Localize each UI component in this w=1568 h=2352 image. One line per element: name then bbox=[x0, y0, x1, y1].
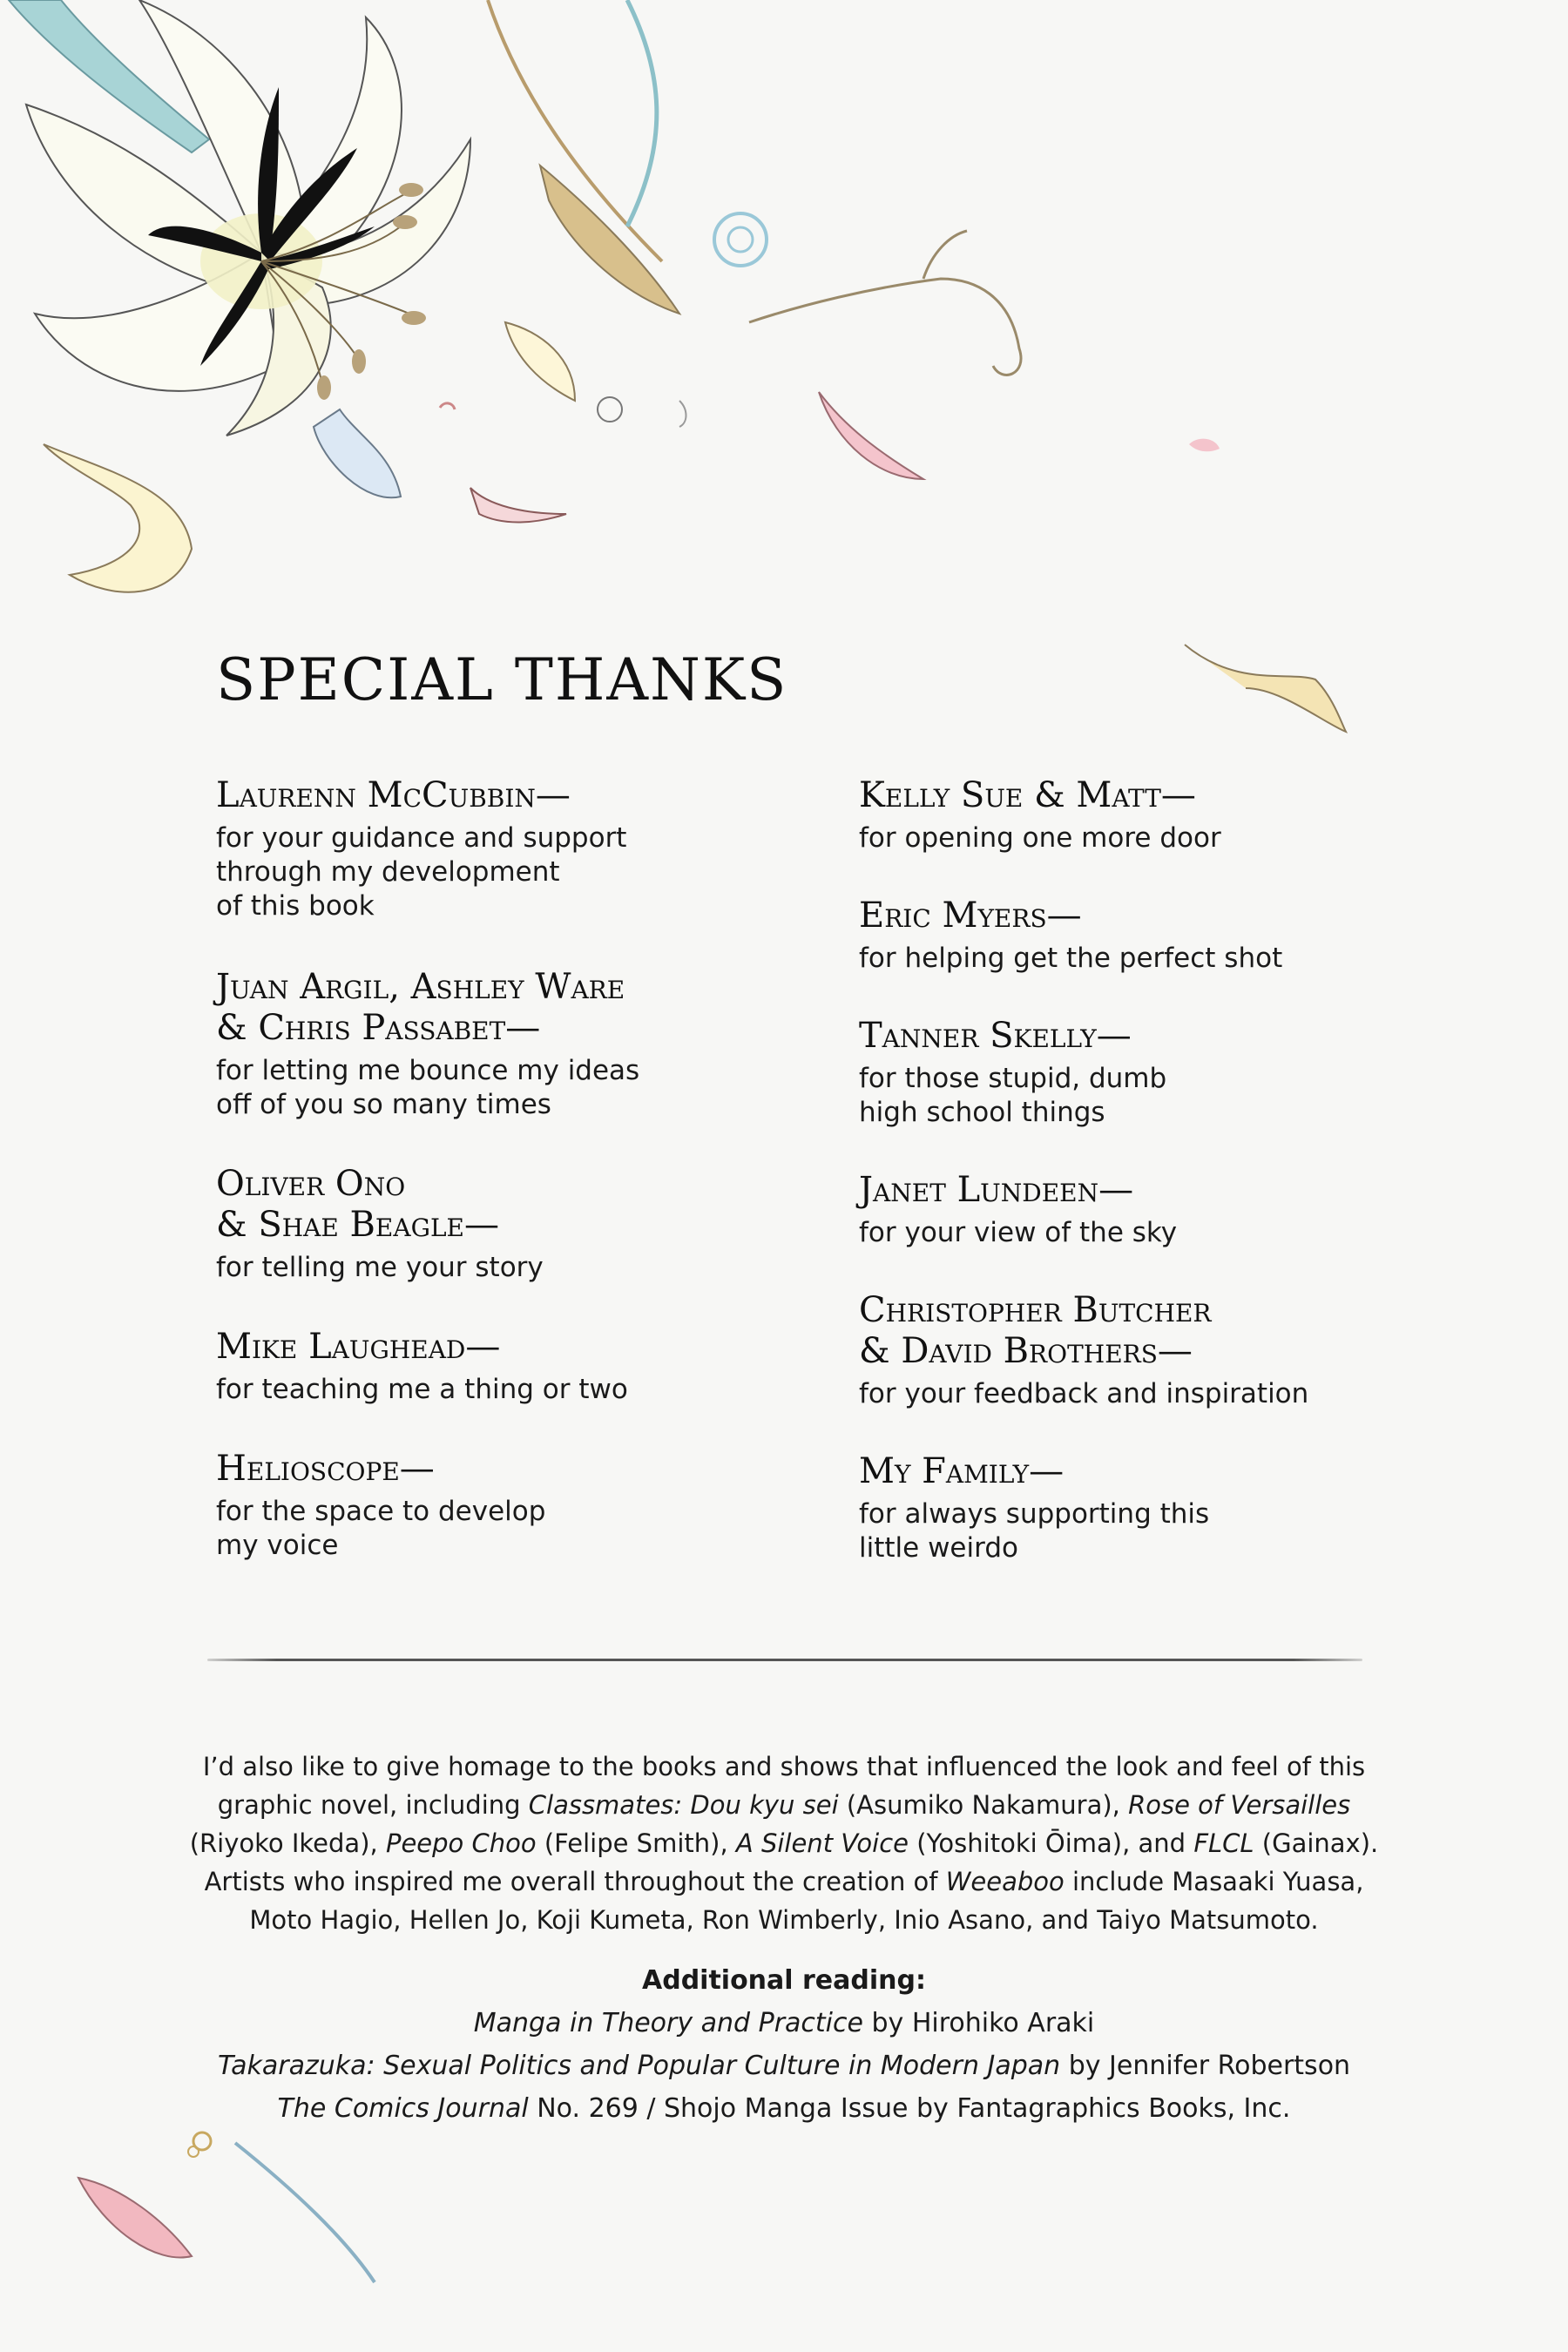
thanks-description: for the space to develop my voice bbox=[216, 1496, 546, 1561]
thanks-description: for your view of the sky bbox=[859, 1217, 1178, 1248]
reading-title: The Comics Journal bbox=[277, 2093, 529, 2124]
reading-item bbox=[131, 2044, 1437, 2087]
thanks-column-right bbox=[859, 775, 1416, 1565]
homage-text: (Yoshitoki Ōima), and bbox=[909, 1828, 1194, 1858]
work-title: Weeaboo bbox=[945, 1867, 1064, 1896]
work-title: Classmates: Dou kyu sei bbox=[528, 1790, 839, 1820]
thanks-name: Kelly Sue & Matt— bbox=[859, 775, 1196, 815]
thanks-name: Helioscope— bbox=[216, 1449, 435, 1489]
reading-title: Manga in Theory and Practice bbox=[473, 2008, 863, 2038]
thanks-name: Oliver Ono & Shae Beagle— bbox=[216, 1164, 499, 1245]
thanks-name: Laurenn McCubbin— bbox=[216, 775, 571, 815]
thanks-entry bbox=[859, 1451, 1416, 1565]
work-title: Rose of Versailles bbox=[1128, 1790, 1351, 1820]
homage-paragraph bbox=[174, 1747, 1394, 1939]
thanks-entry bbox=[859, 896, 1416, 976]
work-title: Peepo Choo bbox=[385, 1828, 537, 1858]
reading-item bbox=[131, 2002, 1437, 2044]
thanks-name: Janet Lundeen— bbox=[859, 1170, 1134, 1210]
thanks-entry bbox=[216, 1164, 774, 1285]
thanks-name: Juan Argil, Ashley Ware & Chris Passabet— bbox=[216, 967, 625, 1048]
reading-title: Takarazuka: Sexual Politics and Popular Culture in Modern Japan bbox=[217, 2051, 1061, 2081]
thanks-description: for your feedback and inspiration bbox=[859, 1378, 1309, 1409]
reading-item bbox=[131, 2087, 1437, 2130]
work-title: FLCL bbox=[1193, 1828, 1254, 1858]
thanks-name: Eric Myers— bbox=[859, 896, 1082, 936]
homage-text: (Gainax). Artists who inspired me overall throughout the creation of bbox=[204, 1828, 1379, 1896]
additional-reading bbox=[131, 1959, 1437, 2130]
thanks-description: for opening one more door bbox=[859, 822, 1221, 854]
section-divider bbox=[207, 1659, 1362, 1661]
reading-author: No. 269 / Shojo Manga Issue by Fantagraphics Books, Inc. bbox=[528, 2093, 1291, 2124]
thanks-description: for helping get the perfect shot bbox=[859, 943, 1283, 974]
thanks-name: Mike Laughead— bbox=[216, 1327, 501, 1367]
thanks-description: for letting me bounce my ideas off of you so many times bbox=[216, 1055, 640, 1120]
thanks-name: Tanner Skelly— bbox=[859, 1016, 1132, 1056]
thanks-entry bbox=[859, 1016, 1416, 1130]
thanks-name: Christopher Butcher & David Brothers— bbox=[859, 1290, 1212, 1371]
thanks-entry bbox=[216, 1327, 774, 1407]
thanks-entry bbox=[216, 1449, 774, 1563]
homage-text: include Masaaki Yuasa, Moto Hagio, Hellen Jo, Koji Kumeta, Ron Wimberly, Inio Asano, and Taiyo Matsumoto. bbox=[249, 1867, 1364, 1935]
thanks-description: for teaching me a thing or two bbox=[216, 1374, 628, 1405]
homage-text: (Asumiko Nakamura), bbox=[838, 1790, 1129, 1820]
thanks-entry bbox=[216, 775, 774, 923]
reading-author: by Jennifer Robertson bbox=[1060, 2051, 1351, 2081]
homage-text: (Riyoko Ikeda), bbox=[189, 1828, 386, 1858]
thanks-description: for your guidance and support through my development of this book bbox=[216, 822, 627, 922]
thanks-entry bbox=[859, 1290, 1416, 1411]
additional-reading-heading: Additional reading: bbox=[642, 1965, 926, 1996]
work-title: A Silent Voice bbox=[735, 1828, 909, 1858]
thanks-entry bbox=[859, 1170, 1416, 1250]
thanks-column-left bbox=[216, 775, 774, 1563]
thanks-name: My Family— bbox=[859, 1451, 1064, 1491]
thanks-description: for always supporting this little weirdo bbox=[859, 1498, 1210, 1564]
reading-author: by Hirohiko Araki bbox=[862, 2008, 1095, 2038]
page-title: SPECIAL THANKS bbox=[216, 646, 788, 713]
homage-text: I’d also like to give homage to the books and shows that influenced the look and feel of this graphic novel, including bbox=[202, 1752, 1366, 1820]
homage-text: (Felipe Smith), bbox=[536, 1828, 736, 1858]
thanks-entry bbox=[216, 967, 774, 1122]
thanks-entry bbox=[859, 775, 1416, 855]
thanks-description: for telling me your story bbox=[216, 1252, 544, 1283]
thanks-description: for those stupid, dumb high school things bbox=[859, 1063, 1167, 1128]
